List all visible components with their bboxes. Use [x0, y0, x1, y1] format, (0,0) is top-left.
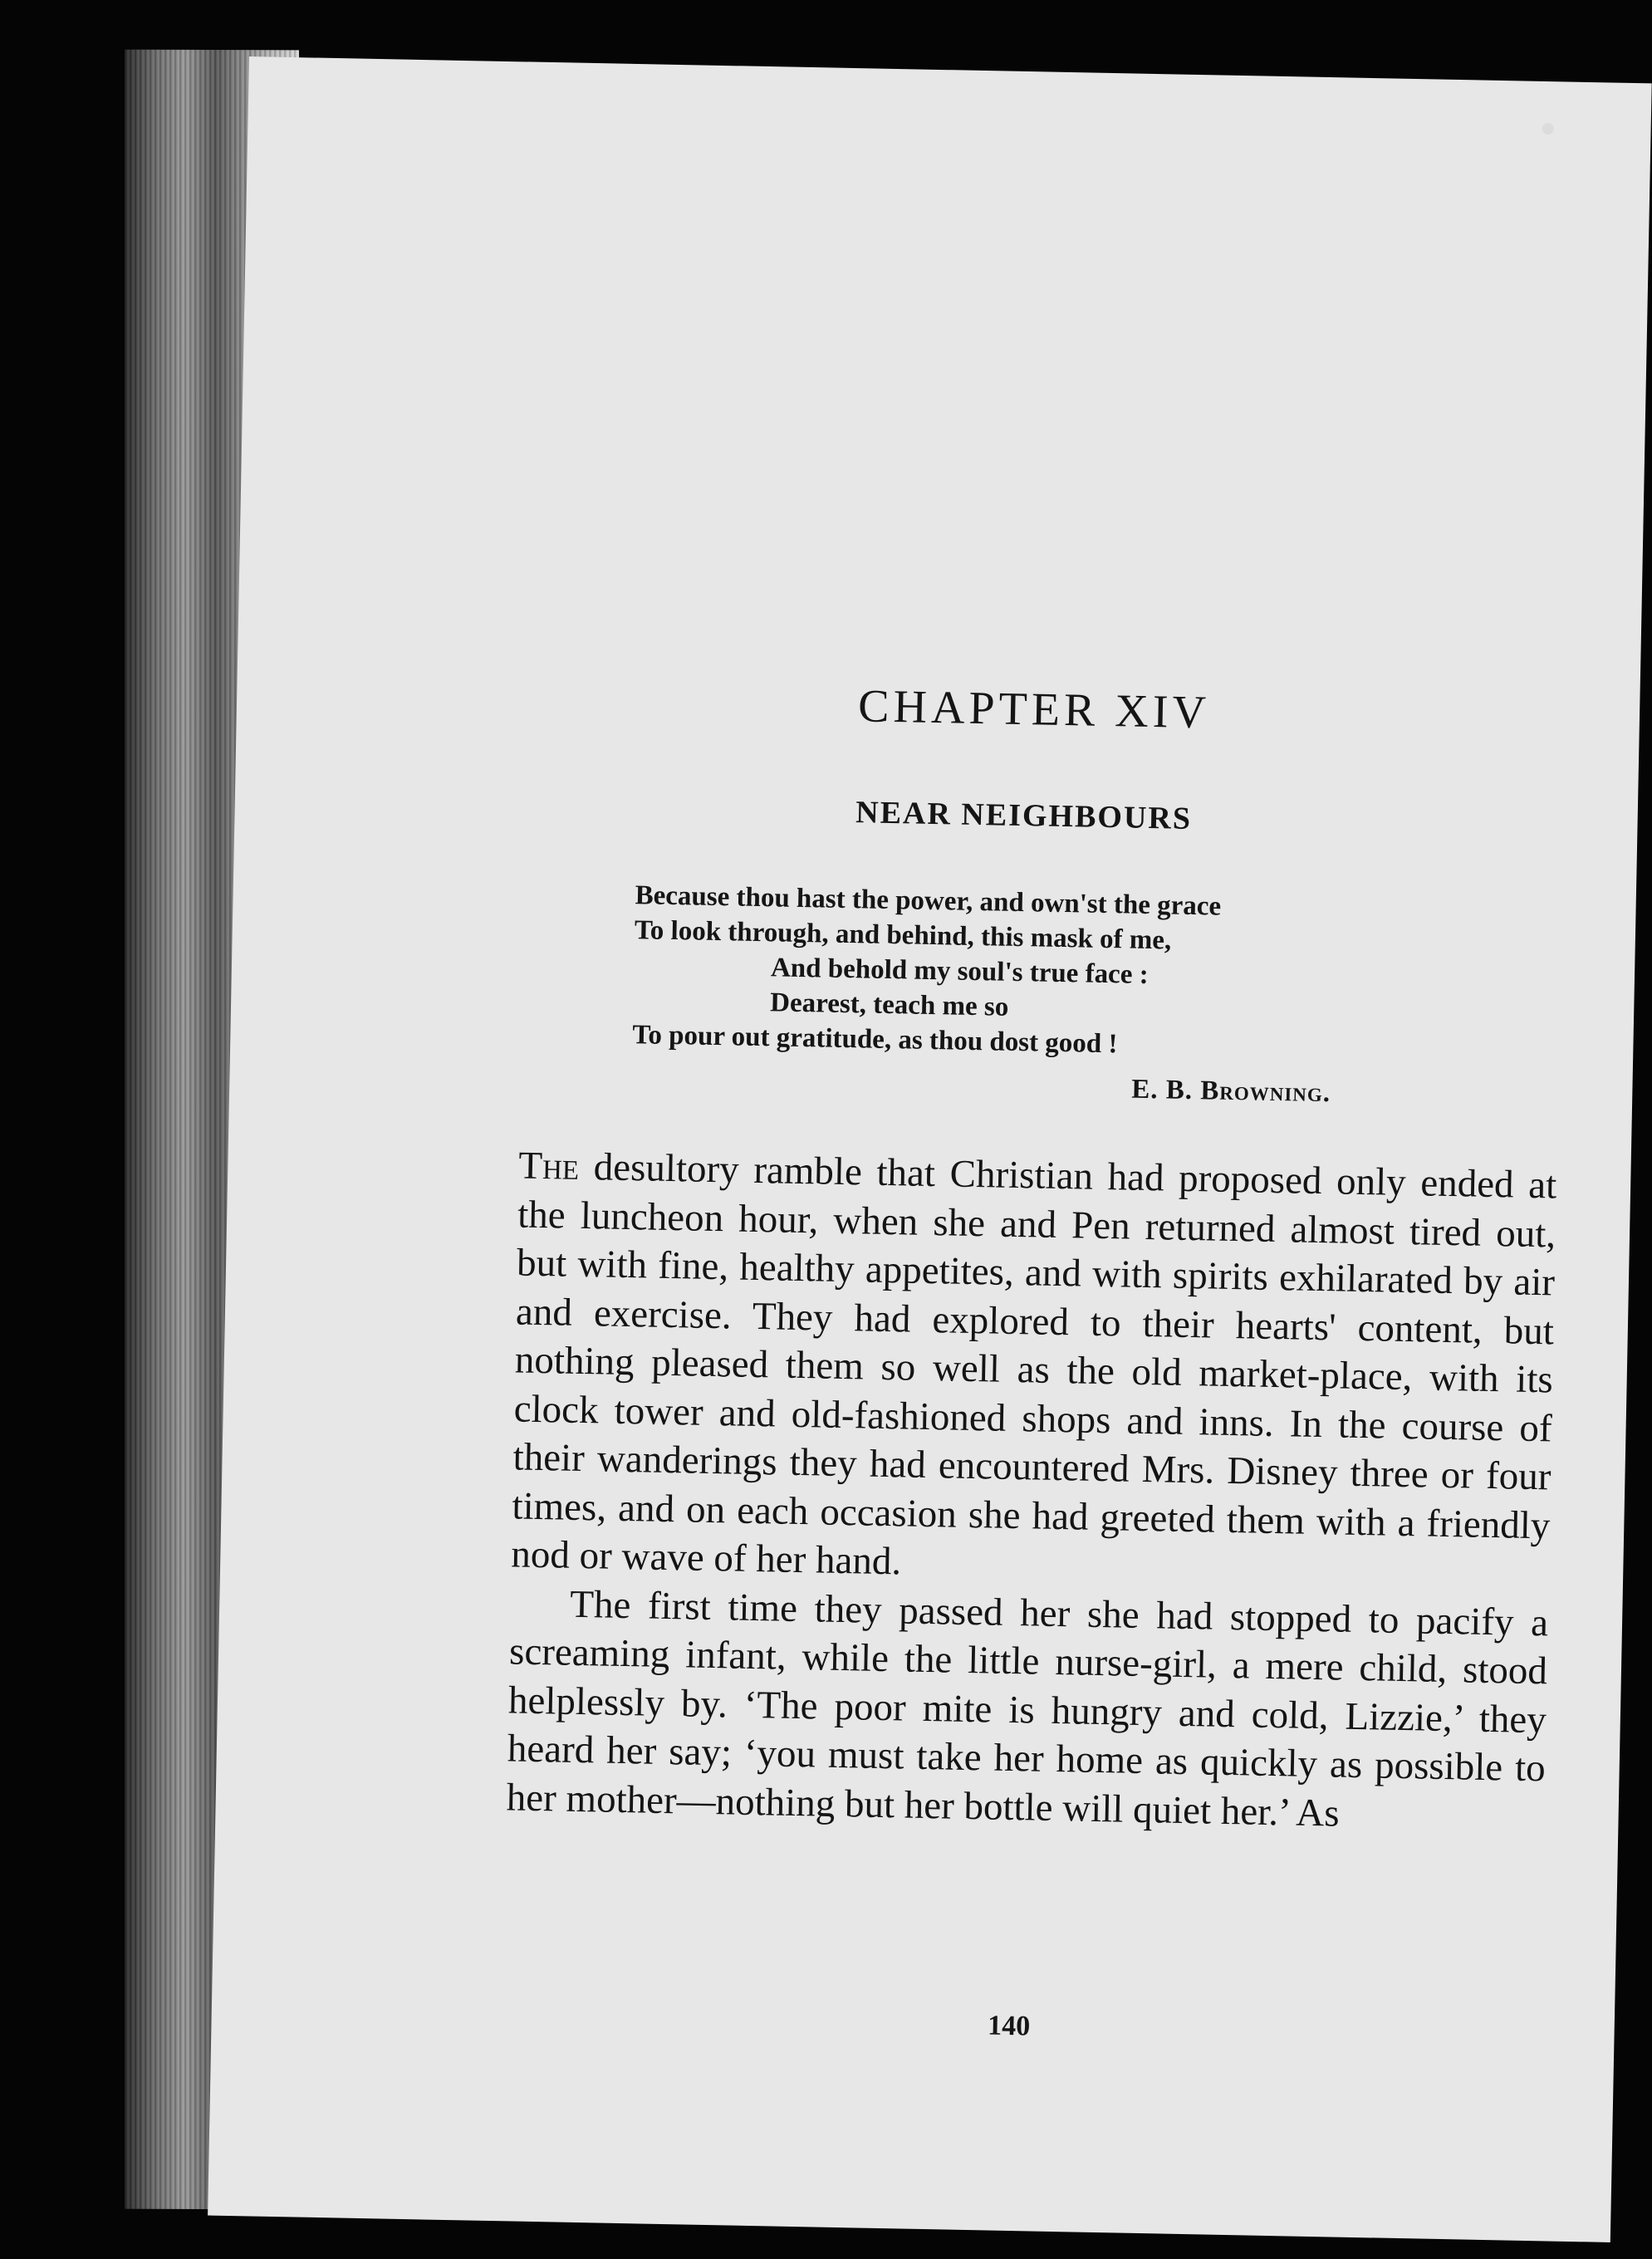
paragraph-text: desultory ramble that Christian had proposed only ended at the luncheon hour, when she and Pen returned almost tired out, but with fine, healthy appetites, and with spirits exhilarated by air and exercise. They had explored to their hearts' content, but nothing pleased them so well as the old market-place, with its clock tower and old-fashioned shops and inns. In the course of their wanderings they had encountered Mrs. Disney three or four times, and on each occasion she had greeted them with a friendly nod or wave of her hand.	[510, 1144, 1557, 1584]
book-page	[208, 56, 1652, 2242]
body-text	[506, 1141, 1556, 1841]
epigraph-line: To look through, and behind, this mask of me,	[634, 915, 1172, 956]
chapter-title: CHAPTER XIV	[857, 680, 1211, 739]
epigraph-attribution: E. B. Browning.	[1130, 1074, 1331, 1109]
epigraph-line: Because thou hast the power, and own'st the grace	[635, 880, 1222, 922]
epigraph	[632, 878, 1383, 1066]
epigraph-line: And behold my soul's true face :	[770, 953, 1150, 990]
paragraph-first-word: The	[517, 1144, 580, 1188]
paragraph	[511, 1141, 1557, 1598]
epigraph-line: To pour out gratitude, as thou dost good !	[632, 1020, 1118, 1060]
chapter-subtitle: NEAR NEIGHBOURS	[855, 795, 1193, 836]
dust-speck	[1542, 123, 1553, 135]
page-number: 140	[987, 2010, 1031, 2042]
epigraph-line: Dearest, teach me so	[769, 987, 1009, 1022]
paragraph: The first time they passed her she had stopped to pacify a screaming infant, while the little nurse-girl, a mere child, stood helplessly by. ‘The poor mite is hungry and cold, Lizzie,’ they heard her say; ‘you must take her home as quickly as possible to her mother—nothing but her bottle will quiet her.’ As	[506, 1582, 1549, 1835]
